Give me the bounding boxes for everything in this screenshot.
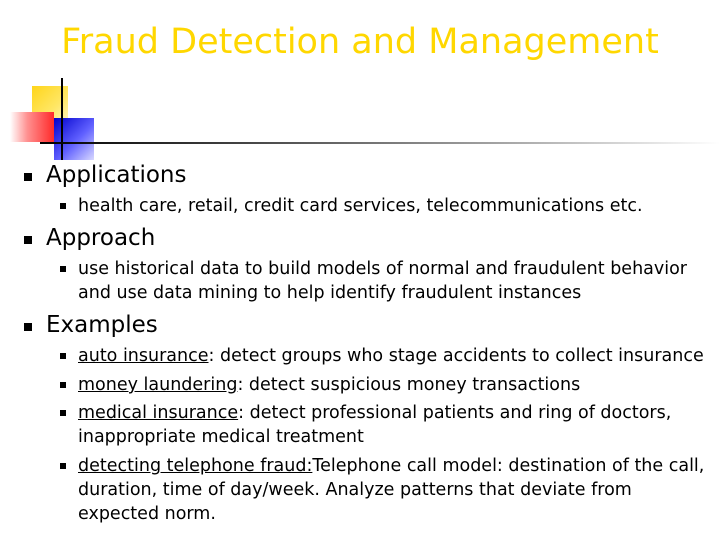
section-heading: Applications [46, 162, 187, 188]
example-term: money laundering [78, 375, 238, 395]
section-heading: Examples [46, 312, 158, 338]
square-bullet-icon [60, 463, 66, 469]
list-item [78, 454, 714, 526]
example-description: : detect professional patients and ring of doctors, [238, 403, 672, 423]
square-bullet-icon [24, 236, 32, 244]
example-term: detecting telephone fraud: [78, 456, 313, 476]
list-item-line: and use data mining to help identify fraudulent instances [78, 283, 582, 303]
decor-red-square [10, 112, 54, 142]
list-item-line: duration, time of day/week. Analyze patterns that deviate from [78, 480, 632, 500]
square-bullet-icon [60, 382, 66, 388]
list-item-line: expected norm. [78, 504, 216, 524]
list-item [78, 257, 714, 305]
decor-horizontal-rule [40, 142, 720, 144]
section-heading: Approach [46, 225, 156, 251]
example-term: auto insurance [78, 346, 209, 366]
square-bullet-icon [60, 410, 66, 416]
square-bullet-icon [24, 323, 32, 331]
list-item [78, 401, 714, 449]
slide-title: Fraud Detection and Management [61, 22, 659, 62]
decor-vertical-line [61, 78, 63, 160]
square-bullet-icon [60, 353, 66, 359]
example-description: : detect suspicious money transactions [237, 375, 581, 395]
example-description: : detect groups who stage accidents to collect insurance [208, 346, 704, 366]
list-item-line: use historical data to build models of normal and fraudulent behavior [78, 259, 688, 279]
example-term: medical insurance [78, 403, 239, 423]
list-item [78, 373, 714, 397]
example-description: Telephone call model: destination of the call, [312, 456, 705, 476]
list-item: health care, retail, credit card services, telecommunications etc. [78, 196, 643, 216]
square-bullet-icon [24, 173, 32, 181]
list-item [78, 344, 714, 368]
square-bullet-icon [60, 203, 66, 209]
decor-blue-square [54, 118, 94, 160]
list-item-line: inappropriate medical treatment [78, 427, 364, 447]
square-bullet-icon [60, 266, 66, 272]
